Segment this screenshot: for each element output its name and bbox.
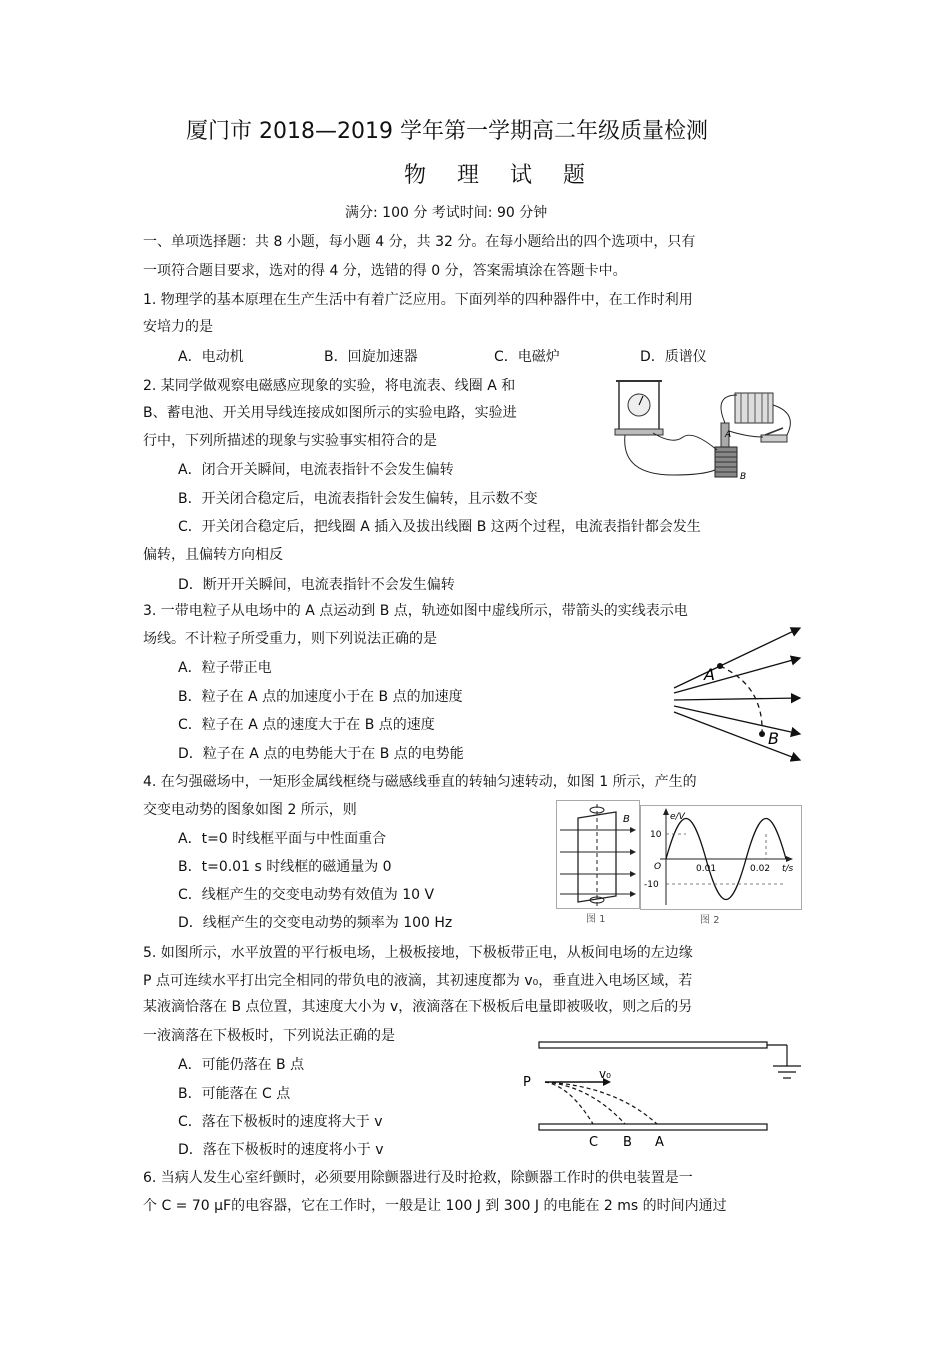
q4-stem-line2: 交变电动势的图象如图 2 所示，则 — [143, 802, 357, 818]
plates-label-a: A — [655, 1135, 664, 1150]
q5-stem-line3: 某液滴恰落在 B 点位置，其速度大小为 v，液滴落在下极板后电量即被吸收，则之后的另 — [143, 999, 693, 1015]
plates-label-c: C — [589, 1135, 599, 1150]
q2-option-c-line1: C．开关闭合稳定后，把线圈 A 插入及拔出线圈 B 这两个过程，电流表指针都会发生 — [178, 519, 701, 535]
circuit-figure — [613, 375, 803, 485]
q1-option-d: D．质谱仪 — [640, 349, 707, 365]
q3-option-c: C．粒子在 A 点的速度大于在 B 点的速度 — [178, 717, 435, 733]
q5-stem-line2: P 点可连续水平打出完全相同的带负电的液滴，其初速度都为 v₀，垂直进入电场区域，若 — [143, 973, 693, 989]
q4-stem-line1: 4. 在匀强磁场中，一矩形金属线框绕与磁感线垂直的转轴匀速转动，如图 1 所示，产生的 — [143, 774, 697, 790]
q5-stem-line4: 一液滴落在下极板时，下列说法正确的是 — [143, 1028, 395, 1044]
q3-stem-line1: 3. 一带电粒子从电场中的 A 点运动到 B 点，轨迹如图中虚线所示，带箭头的实线表示电 — [143, 603, 688, 619]
exam-meta: 满分: 100 分 考试时间: 90 分钟 — [345, 205, 548, 221]
q5-option-d: D．落在下极板时的速度将小于 v — [178, 1142, 384, 1158]
q5-option-a: A．可能仍落在 B 点 — [178, 1057, 305, 1073]
q2-option-a: A．闭合开关瞬间，电流表指针不会发生偏转 — [178, 462, 454, 478]
plates-label-v0: v₀ — [599, 1067, 611, 1081]
q4-option-b: B．t=0.01 s 时线框的磁通量为 0 — [178, 859, 392, 875]
graph-ytick-pos: 10 — [650, 830, 662, 840]
q2-option-c-line2: 偏转，且偏转方向相反 — [143, 547, 283, 563]
graph-ytick-neg: -10 — [644, 880, 659, 890]
graph-xtick-2: 0.02 — [750, 864, 771, 874]
q6-stem-line2: 个 C = 70 μF的电容器，它在工作时，一般是让 100 J 到 300 J 的电能在 2 ms 的时间内通过 — [143, 1198, 727, 1214]
circuit-label-b: B — [740, 472, 747, 482]
q3-option-a: A．粒子带正电 — [178, 660, 272, 676]
q5-stem-line1: 5. 如图所示，水平放置的平行板电场，上极板接地，下极板带正电，从板间电场的左边缘 — [143, 945, 693, 961]
q1-option-c: C．电磁炉 — [494, 349, 560, 365]
q1-option-b: B．回旋加速器 — [324, 349, 418, 365]
q1-stem-line2: 安培力的是 — [143, 319, 213, 335]
figure1-caption: 图 1 — [586, 914, 606, 925]
graph-origin: O — [654, 862, 662, 872]
figure2-caption: 图 2 — [700, 915, 720, 926]
page-title: 厦门市 2018—2019 学年第一学期高二年级质量检测 — [186, 119, 708, 144]
q2-option-b: B．开关闭合稳定后，电流表指针会发生偏转，且示数不变 — [178, 491, 538, 507]
q4-option-c: C．线框产生的交变电动势有效值为 10 V — [178, 887, 435, 903]
frame-label-b: B — [623, 814, 630, 825]
parallel-plates-figure — [515, 1036, 805, 1156]
q2-stem-line2: B、蓄电池、开关用导线连接成如图所示的实验电路，实验进 — [143, 405, 517, 421]
q4-option-d: D．线框产生的交变电动势的频率为 100 Hz — [178, 915, 453, 931]
q1-stem-line1: 1. 物理学的基本原理在生产生活中有着广泛应用。下面列举的四种器件中，在工作时利用 — [143, 292, 693, 308]
graph-ylabel: e/V — [670, 812, 685, 822]
plates-label-b: B — [623, 1135, 632, 1150]
q3-option-b: B．粒子在 A 点的加速度小于在 B 点的加速度 — [178, 689, 463, 705]
q3-stem-line2: 场线。不计粒子所受重力，则下列说法正确的是 — [143, 631, 437, 647]
rotating-frame-figure — [556, 800, 640, 926]
graph-xlabel: t/s — [782, 864, 794, 874]
q2-option-d: D．断开开关瞬间，电流表指针不会发生偏转 — [178, 577, 455, 593]
q2-stem-line3: 行中，下列所描述的现象与实验事实相符合的是 — [143, 433, 437, 449]
field-label-a: A — [704, 665, 715, 684]
field-lines-figure — [672, 626, 804, 764]
page-subtitle: 物 理 试 题 — [404, 163, 597, 188]
circuit-label-a: A — [725, 430, 732, 440]
plates-label-p: P — [523, 1075, 531, 1090]
q6-stem-line1: 6. 当病人发生心室纤颤时，必须要用除颤器进行及时抢救，除颤器工作时的供电装置是一 — [143, 1170, 693, 1186]
q1-option-a: A．电动机 — [178, 349, 244, 365]
section-instruction-line2: 一项符合题目要求，选对的得 4 分，选错的得 0 分，答案需填涂在答题卡中。 — [143, 263, 627, 279]
q3-option-d: D．粒子在 A 点的电势能大于在 B 点的电势能 — [178, 746, 464, 762]
graph-xtick-1: 0.01 — [696, 864, 717, 874]
field-label-b: B — [768, 729, 779, 748]
q5-option-b: B．可能落在 C 点 — [178, 1086, 291, 1102]
emf-graph-figure — [640, 805, 802, 927]
section-instruction-line1: 一、单项选择题：共 8 小题，每小题 4 分，共 32 分。在每小题给出的四个选项中，只有 — [143, 234, 696, 250]
q4-option-a: A．t=0 时线框平面与中性面重合 — [178, 831, 387, 847]
q5-option-c: C．落在下极板时的速度将大于 v — [178, 1114, 383, 1130]
q2-stem-line1: 2. 某同学做观察电磁感应现象的实验，将电流表、线圈 A 和 — [143, 378, 516, 394]
